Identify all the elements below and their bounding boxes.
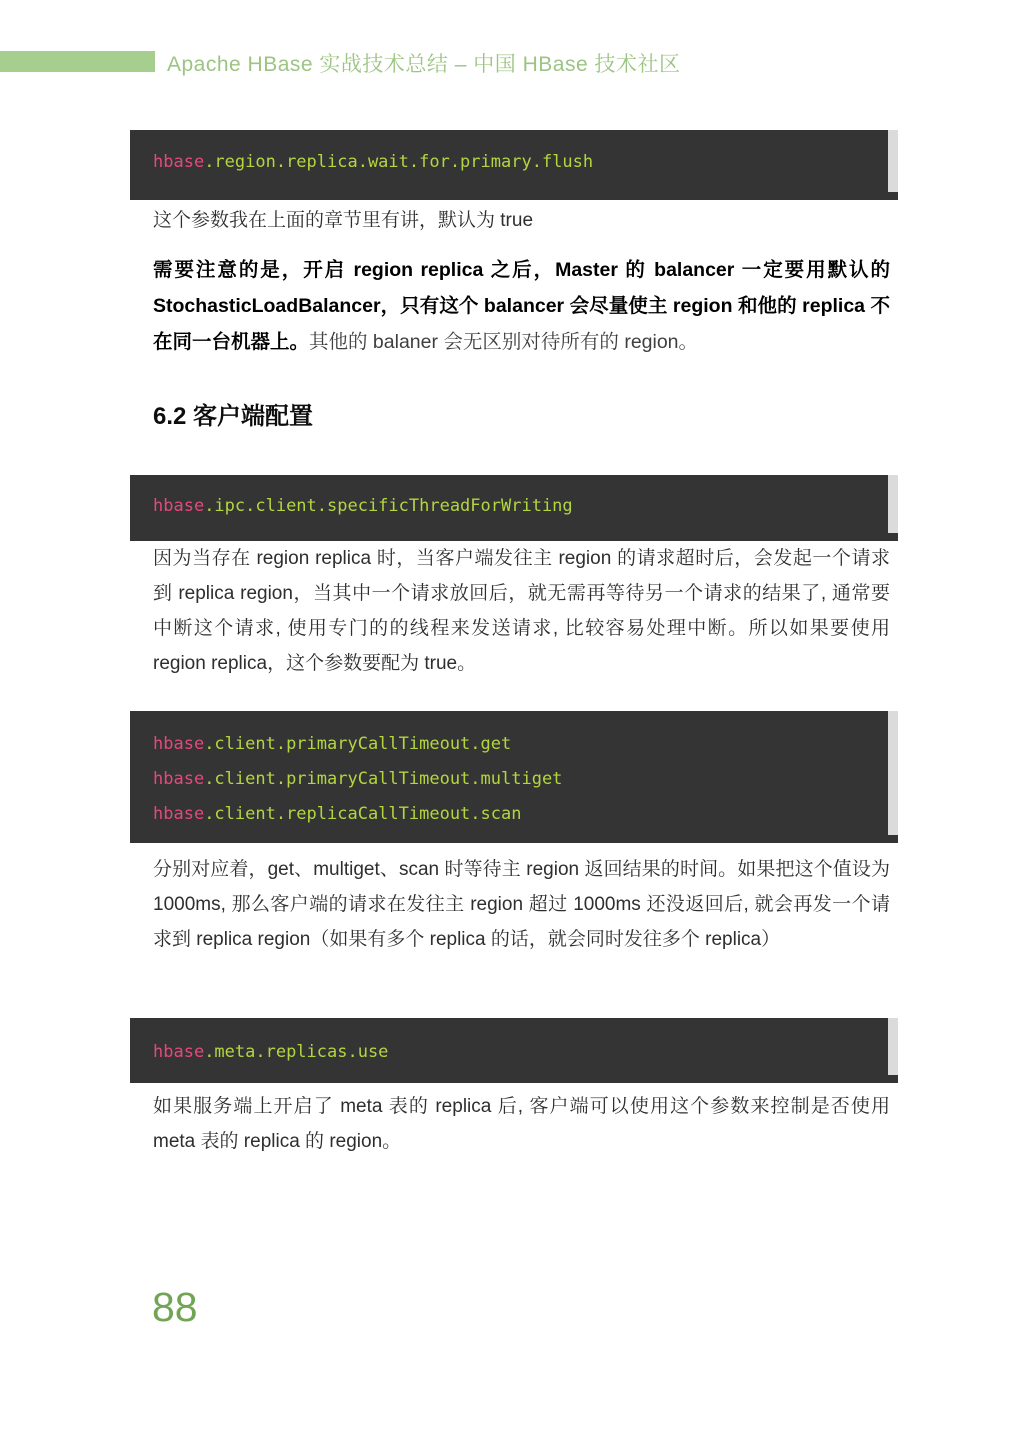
code-path: .client.primaryCallTimeout.get (204, 734, 512, 754)
page-header-title: Apache HBase 实战技术总结 – 中国 HBase 技术社区 (167, 53, 681, 76)
code-path: .meta.replicas.use (204, 1042, 389, 1062)
paragraph-meta-replica-explanation: 如果服务端上开启了 meta 表的 replica 后, 客户端可以使用这个参数来控制是否使用 meta 表的 replica 的 region。 (153, 1096, 890, 1152)
code-line (130, 727, 898, 762)
code-keyword: hbase (153, 769, 205, 789)
code-keyword: hbase (153, 1042, 205, 1062)
code-path: .client.replicaCallTimeout.scan (204, 804, 522, 824)
paragraph-balancer-warning-bold: 需要注意的是，开启 region replica 之后，Master 的 balancer 一定要用默认的 StochasticLoadBalancer，只有这个 balancer 会尽量使主 region 和他的 replica 不在同一台机器上。 (153, 259, 890, 353)
code-path: .region.replica.wait.for.primary.flush (204, 152, 594, 172)
code-line (130, 152, 898, 172)
code-line (130, 1042, 898, 1062)
paragraph-default-true-note: 这个参数我在上面的章节里有讲，默认为 true (153, 210, 534, 231)
code-block-call-timeouts (130, 711, 898, 843)
code-keyword: hbase (153, 496, 205, 516)
paragraph-specific-thread-explanation: 因为当存在 region replica 时，当客户端发往主 region 的请求超时后，会发起一个请求到 replica region，当其中一个请求放回后，就无需再等待另一个请求的结果了, 通常要中断这个请求, 使用专门的的线程来发送请求, 比较容易处理中断。所以如果要使用 region replica，这个参数要配为 true。 (153, 548, 890, 674)
code-keyword: hbase (153, 804, 205, 824)
code-keyword: hbase (153, 734, 205, 754)
code-line (130, 762, 898, 797)
code-block-specific-thread-for-writing (130, 475, 898, 541)
paragraph-balancer-warning (153, 252, 890, 360)
code-keyword: hbase (153, 152, 205, 172)
code-line (130, 797, 898, 832)
header-green-bar (0, 51, 155, 72)
page-number: 88 (152, 1284, 198, 1330)
code-line (130, 496, 898, 516)
code-path: .client.primaryCallTimeout.multiget (204, 769, 563, 789)
section-heading-client-config: 6.2 客户端配置 (153, 403, 314, 430)
paragraph-call-timeout-explanation: 分别对应着，get、multiget、scan 时等待主 region 返回结果的时间。如果把这个值设为 1000ms, 那么客户端的请求在发往主 region 超过 1000ms 还没返回后, 就会再发一个请求到 replica region（如果有多个 replica 的话，就会同时发往多个 replica） (153, 859, 890, 950)
code-block-meta-replicas-use (130, 1018, 898, 1083)
paragraph-balancer-warning-regular: 其他的 balaner 会无区别对待所有的 region。 (309, 331, 699, 353)
code-path: .ipc.client.specificThreadForWriting (204, 496, 573, 516)
code-block-region-replica-wait-for-primary-flush (130, 130, 898, 200)
